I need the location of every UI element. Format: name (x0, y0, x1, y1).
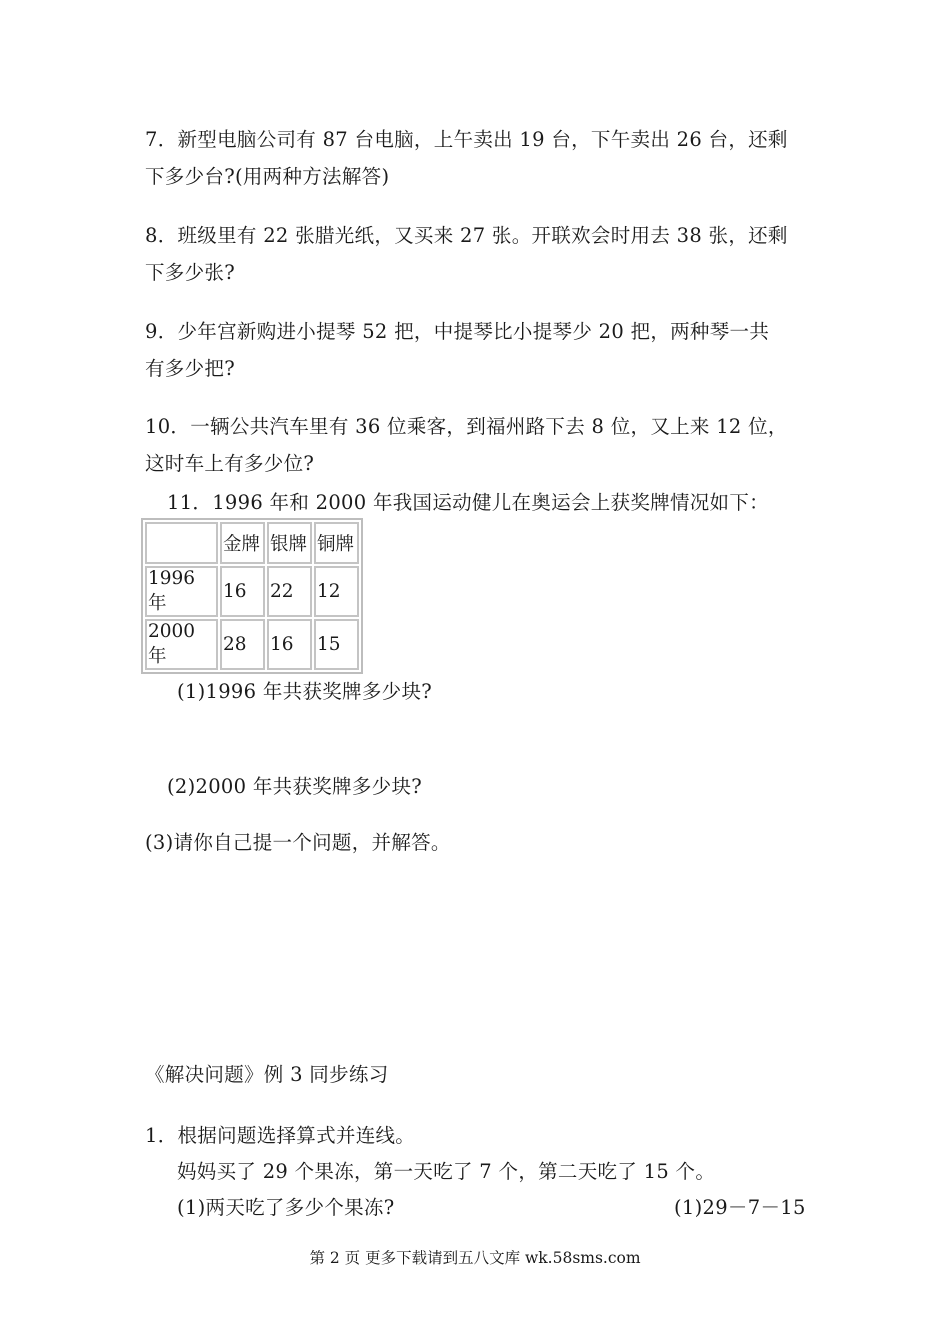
table-cell: 12 (314, 566, 359, 617)
section-context: 妈妈买了 29 个果冻，第一天吃了 7 个，第二天吃了 15 个。 (177, 1160, 716, 1183)
problem-9-line-2: 有多少把? (145, 357, 235, 380)
section-formula-1: (1)29－7－15 (674, 1196, 806, 1219)
table-cell: 28 (220, 619, 265, 670)
problem-7-line-1: 7．新型电脑公司有 87 台电脑，上午卖出 19 台，下午卖出 26 台，还剩 (145, 128, 788, 151)
page-footer: 第 2 页 更多下载请到五八文库 wk.58sms.com (309, 1249, 641, 1267)
table-cell: 16 (220, 566, 265, 617)
table-row (145, 566, 359, 617)
table-header-cell (145, 522, 218, 564)
table-header-cell: 银牌 (267, 522, 312, 564)
problem-10-line-2: 这时车上有多少位? (145, 452, 315, 475)
question-2: (2)2000 年共获奖牌多少块? (167, 775, 423, 798)
section-sub-question-1: (1)两天吃了多少个果冻? (177, 1196, 395, 1219)
table-cell: 16 (267, 619, 312, 670)
table-cell: 2000 年 (145, 619, 218, 670)
table-header-row (145, 522, 359, 564)
section-item-1: 1．根据问题选择算式并连线。 (145, 1124, 416, 1147)
question-3: (3)请你自己提一个问题，并解答。 (145, 831, 451, 854)
section-title: 《解决问题》例 3 同步练习 (145, 1063, 389, 1086)
problem-8-line-2: 下多少张? (145, 261, 235, 284)
table-cell: 15 (314, 619, 359, 670)
problem-11-intro: 11．1996 年和 2000 年我国运动健儿在奥运会上获奖牌情况如下： (167, 491, 769, 514)
table-cell: 22 (267, 566, 312, 617)
table-cell: 1996 年 (145, 566, 218, 617)
table-header-cell: 金牌 (220, 522, 265, 564)
question-1: (1)1996 年共获奖牌多少块? (177, 680, 433, 703)
problem-7-line-2: 下多少台?(用两种方法解答) (145, 165, 390, 188)
problem-10-line-1: 10．一辆公共汽车里有 36 位乘客，到福州路下去 8 位，又上来 12 位， (145, 415, 788, 438)
problem-9-line-1: 9．少年宫新购进小提琴 52 把，中提琴比小提琴少 20 把，两种琴一共 (145, 320, 770, 343)
table-row (145, 619, 359, 670)
table-header-cell: 铜牌 (314, 522, 359, 564)
problem-8-line-1: 8．班级里有 22 张腊光纸，又买来 27 张。开联欢会时用去 38 张，还剩 (145, 224, 788, 247)
medal-table (141, 518, 363, 674)
